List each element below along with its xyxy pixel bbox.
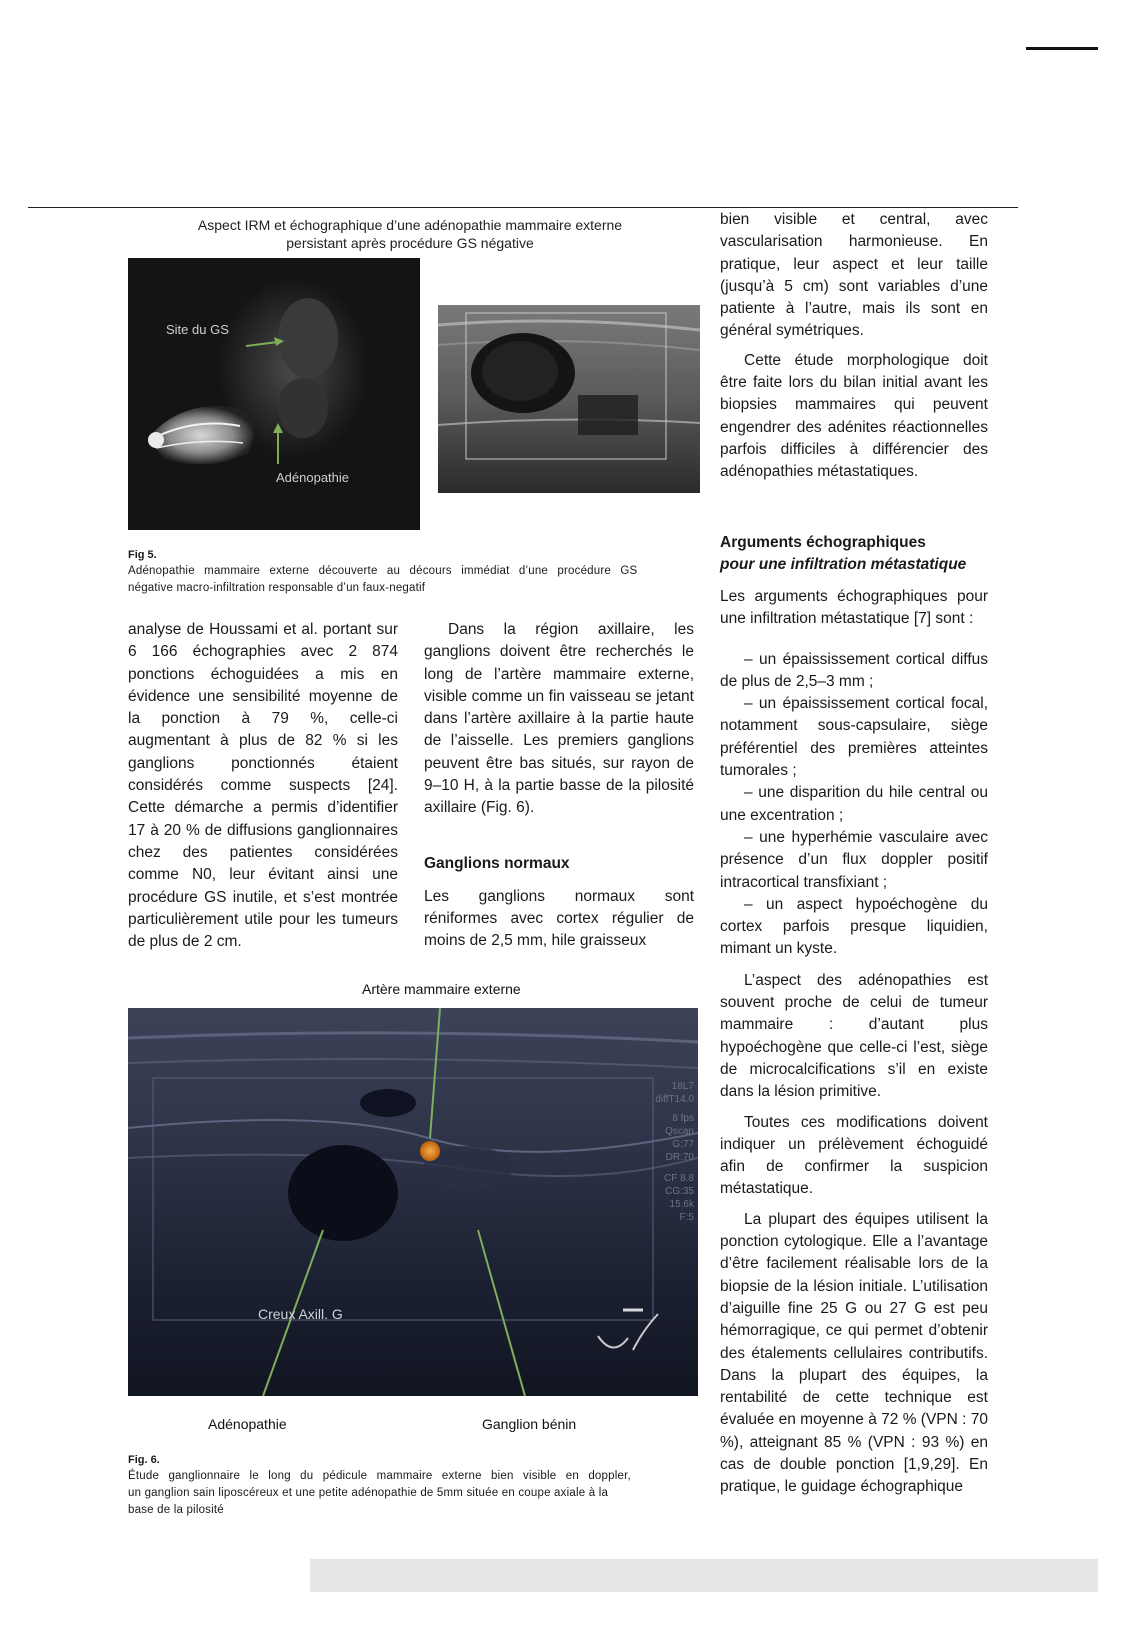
label-ganglion-benin: Ganglion bénin: [482, 1416, 577, 1432]
argument-item-2: – un épaississement cortical focal, notamment sous-capsulaire, siège préférentiel des premières atteintes tumorales ;: [720, 695, 988, 780]
figure5-caption: [128, 563, 694, 597]
figure5-echo-image: [438, 305, 700, 493]
readout-line: diffT14.0: [655, 1094, 694, 1105]
middle-paragraph-2: Les ganglions normaux sont réniformes avec cortex régulier de moins de 2,5 mm, hile graisseux: [424, 887, 694, 950]
heading-arguments-line2: pour une infiltration métastatique: [720, 556, 967, 573]
argument-item-3: – une disparition du hile central ou une excentration ;: [720, 784, 988, 824]
figure6-caption-line3: base de la pilosité: [128, 1504, 224, 1516]
footer-bar: [310, 1559, 1098, 1592]
scanner-readout: [632, 1080, 694, 1224]
argument-list: [720, 649, 988, 961]
left-column-text: [128, 619, 398, 953]
figure6-caption-line2: un ganglion sain liposcéreux et une petite adénopathie de 5mm située en coupe axiale à la: [128, 1487, 609, 1499]
right-column: [720, 532, 988, 1499]
ultrasound-graphic: [128, 1008, 698, 1396]
right-paragraph-4: Toutes ces modifications doivent indiquer un prélèvement échoguidé afin de confirmer la suspicion métastatique.: [720, 1113, 988, 1198]
readout-line: DR:70: [665, 1152, 694, 1163]
readout-line: 8 fps: [672, 1113, 694, 1124]
readout-line: CG:35: [665, 1186, 694, 1197]
right-paragraph-5: La plupart des équipes utilisent la ponction cytologique. Elle a l’avantage d’être facilement réalisable lors de la biopsie de la lésion initiale. L’utilisation d’aiguille fine 25 G ou 27 G est peu hémorragique, ce qui permet d’obtenir des étalements cellulaires contributifs. Dans la plupart des équipes, la rentabilité de cette technique est évaluée en moyenne à 72 % (VPN : 70 %), atteignant 85 % (VPN : 93 %) en cas de double ponction [1,9,29]. En pratique, le guidage échographique: [720, 1210, 988, 1496]
argument-item-1: – un épaississement cortical diffus de plus de 2,5–3 mm ;: [720, 650, 988, 690]
figure5-mri-image: [128, 258, 420, 530]
figure6-caption: [128, 1468, 694, 1519]
readout-line: 15.6k: [669, 1199, 694, 1210]
figure5-title-line1: Aspect IRM et échographique d’une adénopathie mammaire externe: [197, 217, 623, 233]
figure6-label: Fig. 6.: [128, 1454, 160, 1466]
top-corner-mark: [1026, 47, 1098, 50]
readout-line: Qscan: [665, 1126, 694, 1137]
heading-ganglions-normaux: Ganglions normaux: [424, 854, 570, 872]
figure6-ultrasound-image: [128, 1008, 698, 1396]
readout-line: G:77: [672, 1139, 694, 1150]
label-adenopathie-mri: Adénopathie: [276, 470, 350, 485]
argument-item-4: – une hyperhémie vasculaire avec présence d’un flux doppler positif intracortical transfixiant ;: [720, 828, 988, 891]
label-creux-axill: Creux Axill. G: [258, 1306, 343, 1322]
right-top-paragraph-2: Cette étude morphologique doit être faite lors du bilan initial avant les biopsies mammaires qui peuvent engendrer des adénites réactionnelles parfois difficiles à différencier des adénopathies métastatiques.: [720, 351, 988, 481]
figure6-caption-line1: Étude ganglionnaire le long du pédicule mammaire externe bien visible en doppler,: [128, 1470, 631, 1482]
label-artere-mammaire: Artère mammaire externe: [362, 981, 521, 997]
readout-line: CF 8.8: [663, 1173, 694, 1184]
middle-paragraph-1: Dans la région axillaire, les ganglions doivent être recherchés le long de l’artère mammaire externe, visible comme un fin vaisseau se jetant dans l’artère axillaire à la partie haute de l’aisselle. Les premiers ganglions peuvent être bas situés, sur rayon de 9–10 H, à la partie basse de la pilosité axillaire (Fig. 6).: [424, 621, 694, 817]
figure5-title-line2: persistant après procédure GS négative: [286, 235, 534, 251]
label-adenopathie-us: Adénopathie: [208, 1416, 287, 1432]
argument-item-5: – un aspect hypoéchogène du cortex parfois presque liquidien, mimant un kyste.: [720, 895, 988, 958]
right-paragraph-3: L’aspect des adénopathies est souvent proche de celui de tumeur mammaire : d’autant plus hypoéchogène que celle-ci l’est, siège de microcalcifications s’il en existe dans la lésion primitive.: [720, 971, 988, 1101]
readout-line: 18L7: [671, 1081, 694, 1092]
left-column-paragraph: analyse de Houssami et al. portant sur 6 166 échographies avec 2 874 ponctions échoguidées a mis en évidence une sensibilité moyenne de la ponction à 79 %, celle-ci augmentant à plus de 82 % si les ganglions ponctionnés étaient considérés comme suspects [24]. Cette démarche a permis d’identifier 17 à 20 % de diffusions ganglionnaires chez des patientes considérées comme N0, leur évitant ainsi une procédure GS inutile, et s’est montrée particulièrement utile pour les tumeurs de plus de 2 cm.: [128, 621, 398, 951]
right-intro-paragraph: Les arguments échographiques pour une infiltration métastatique [7] sont :: [720, 588, 988, 628]
label-site-gs: Site du GS: [166, 322, 229, 337]
figure5-caption-line2: négative macro-infiltration responsable d’un faux-negatif: [128, 582, 426, 594]
right-column-top: [720, 209, 988, 484]
figure5-caption-line1: Adénopathie mammaire externe découverte au décours immédiat d’une procédure GS: [128, 565, 638, 577]
right-top-paragraph-1: bien visible et central, avec vascularisation harmonieuse. En pratique, leur aspect et leur taille (jusqu’à 5 cm) sont variables d’une patiente à l’autre, mais ils sont en général symétriques.: [720, 211, 988, 340]
figure5-title: [150, 216, 670, 252]
heading-arguments-line1: Arguments échographiques: [720, 534, 926, 551]
mri-scan-graphic: [128, 258, 420, 530]
figure5-label: Fig 5.: [128, 549, 157, 561]
echo-scan-graphic: [438, 305, 700, 493]
readout-line: F:5: [679, 1212, 694, 1223]
header-rule: [28, 207, 1018, 208]
middle-column: [424, 619, 694, 953]
